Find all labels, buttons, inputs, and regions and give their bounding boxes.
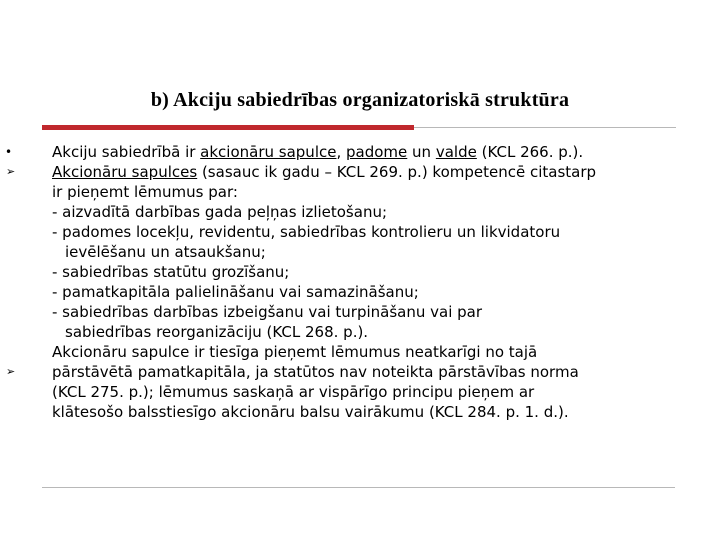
list-item: - sabiedrības statūtu grozīšanu; — [52, 263, 290, 281]
underlined-term-board: valde — [435, 143, 477, 161]
text-fragment: , — [336, 143, 347, 161]
paragraph-quorum-line: Akcionāru sapulce ir tiesīga pieņemt lēmumus neatkarīgi no tajā — [52, 343, 538, 361]
paragraph-quorum-line: (KCL 275. p.); lēmumus saskaņā ar vispārīgo principu pieņem ar — [52, 383, 535, 401]
underlined-term-shareholders-meetings: Akcionāru sapulces — [52, 163, 198, 181]
list-item: - aizvadītā darbības gada peļņas izlietošanu; — [52, 203, 388, 221]
underlined-term-council: padome — [346, 143, 408, 161]
paragraph-organs — [52, 142, 716, 162]
round-bullet-icon: • — [5, 145, 13, 159]
list-item: - padomes locekļu, revidentu, sabiedrības kontrolieru un likvidatoru — [52, 223, 561, 241]
arrow-bullet-icon: ➢ — [6, 165, 16, 178]
slide-body — [52, 142, 716, 422]
text-fragment: un — [407, 143, 436, 161]
text-fragment: (KCL 266. p.). — [476, 143, 584, 161]
list-item-continuation: ievēlēšanu un atsaukšanu; — [65, 243, 266, 261]
text-fragment: Akciju sabiedrībā ir — [52, 143, 201, 161]
title-accent-bar — [42, 125, 414, 130]
slide-title: b) Akciju sabiedrības organizatoriskā struktūra — [150, 89, 570, 111]
footer-divider-line — [42, 487, 675, 488]
text-fragment: (sasauc ik gadu – KCL 269. p.) kompetencē citastarp — [197, 163, 597, 181]
underlined-term-shareholders-meeting: akcionāru sapulce — [200, 143, 337, 161]
paragraph-quorum-line: pārstāvētā pamatkapitāla, ja statūtos nav noteikta pārstāvības norma — [52, 363, 579, 381]
paragraph-line: ir pieņemt lēmumus par: — [52, 183, 238, 201]
title-divider-line — [414, 127, 676, 128]
paragraph-quorum-line: klātesošo balsstiesīgo akcionāru balsu vairākumu (KCL 284. p. 1. d.). — [52, 403, 569, 421]
list-item-continuation: sabiedrības reorganizāciju (KCL 268. p.). — [65, 323, 369, 341]
paragraph-meeting-competence — [52, 162, 716, 182]
arrow-bullet-icon: ➢ — [6, 365, 16, 378]
list-item: - sabiedrības darbības izbeigšanu vai turpināšanu vai par — [52, 303, 483, 321]
list-item: - pamatkapitāla palielināšanu vai samazināšanu; — [52, 283, 419, 301]
